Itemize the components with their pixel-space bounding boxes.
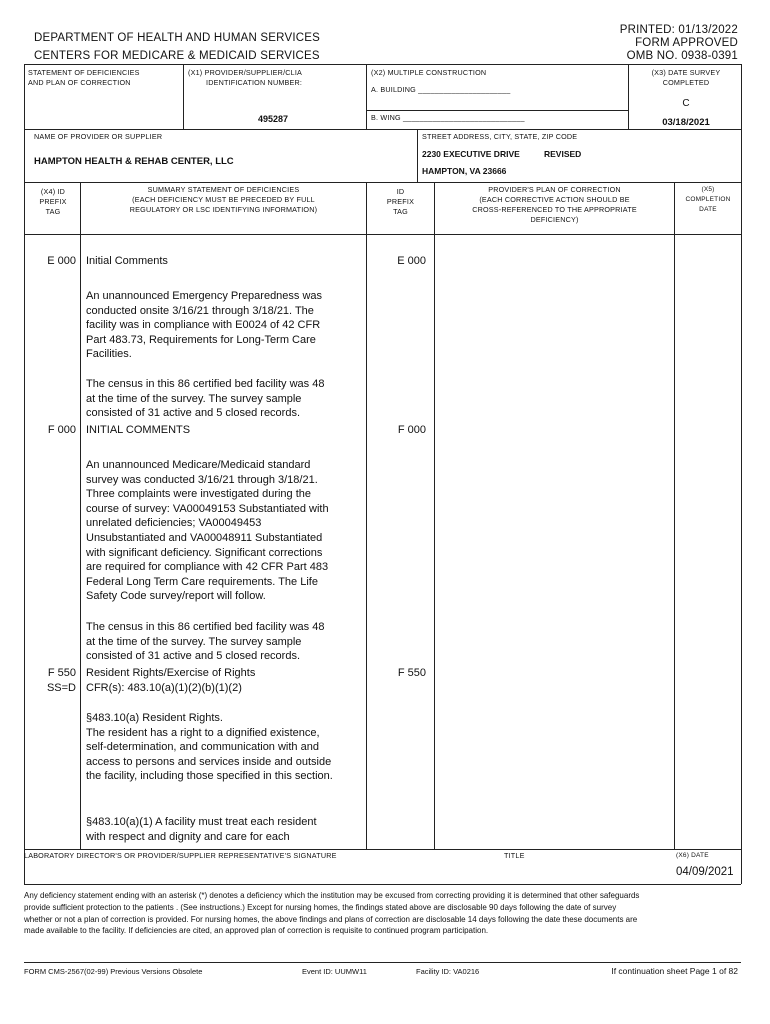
rule [24, 129, 741, 130]
f550-title: Resident Rights/Exercise of Rights [86, 667, 256, 679]
rule [24, 234, 741, 235]
facility-id: Facility ID: VA0216 [416, 967, 480, 976]
rule [366, 64, 367, 129]
rule [417, 129, 418, 182]
census-paragraph-2: The census in this 86 certified bed facility was 48 at the time of the survey. The survey sample consisted of 31 active and 5 closed records. [86, 621, 325, 663]
x6-date-label: (X6) DATE [676, 852, 709, 859]
x1-label: (X1) PROVIDER/SUPPLIER/CLIA IDENTIFICATION NUMBER: [188, 68, 303, 87]
address-label: STREET ADDRESS, CITY, STATE, ZIP CODE [422, 132, 578, 141]
agency-title: CENTERS FOR MEDICARE & MEDICAID SERVICES [34, 50, 320, 62]
survey-date: 03/18/2021 [662, 117, 710, 128]
event-id: Event ID: UUMW11 [302, 967, 367, 976]
address-line1: 2230 EXECUTIVE DRIVE [422, 149, 520, 159]
rule [24, 962, 741, 963]
tag-e000: E 000 [47, 255, 76, 267]
f550-cfr: CFR(s): 483.10(a)(1)(2)(b)(1)(2) [86, 682, 242, 694]
rule [24, 64, 25, 884]
provider-name: HAMPTON HEALTH & REHAB CENTER, LLC [34, 156, 234, 167]
omb-number: OMB NO. 0938-0391 [626, 50, 738, 62]
provider-id-number: 495287 [258, 114, 289, 124]
plan-header: PROVIDER'S PLAN OF CORRECTION (EACH CORRECTIVE ACTION SHOULD BE CROSS-REFERENCED TO THE APPROPRIATE DEFICIENCY) [472, 185, 637, 224]
rule [366, 110, 628, 111]
resident-rights-paragraph: §483.10(a) Resident Rights. The resident has a right to a dignified existence, self-determination, and communication with and access to persons and services inside and outside the facility, including those specified in this section. [86, 712, 333, 783]
x3-label: (X3) DATE SURVEY COMPLETED [651, 68, 721, 87]
summary-header: SUMMARY STATEMENT OF DEFICIENCIES (EACH DEFICIENCY MUST BE PRECEDED BY FULL REGULATORY OR LSC IDENTIFYING INFORMATION) [129, 185, 318, 214]
address-line2: HAMPTON, VA 23666 [422, 166, 507, 176]
provider-label: NAME OF PROVIDER OR SUPPLIER [34, 132, 163, 141]
disclaimer-text: Any deficiency statement ending with an asterisk (*) denotes a deficiency which the institution may be excused from correcting providing it is determined that other safeguards provide sufficient protection to the patients . (See instructions.) Except for nursing homes, the findings stated above are disclosable 90 days following the date of survey whether or not a plan of correction is provided. For nursing homes, the above findings and plans of correction are disclosable 14 days following the date these documents are made available to the facility. If deficiencies are cited, an approved plan of correction is requisite to continued program participation. [24, 891, 640, 936]
x4-header: (X4) ID PREFIX TAG [39, 187, 67, 216]
rule [24, 884, 741, 885]
survey-code: C [682, 98, 690, 109]
tag-e000-right: E 000 [397, 255, 426, 267]
x5-header: (X5) COMPLETION DATE [685, 186, 731, 213]
standard-survey-paragraph: An unannounced Medicare/Medicaid standard survey was conducted 3/16/21 through 3/18/21. Three complaints were investigated during the course of survey: VA00049153 Substantiated with unrelated deficiencies; VA00049453 Unsubstantiated and VA00048911 Substantiated with significant deficiency. Significant corrections are required for compliance with 42 CFR Part 483 Federal Long Term Care requirements. The Life Safety Code survey/report will follow. [86, 459, 329, 603]
rule [741, 64, 742, 884]
rule [674, 182, 675, 849]
form-approved: FORM APPROVED [635, 37, 738, 49]
tag-f550-severity: SS=D [46, 682, 76, 694]
tag-f000-right: F 000 [397, 424, 426, 436]
tag-f550: F 550 [47, 667, 76, 679]
census-paragraph-1: The census in this 86 certified bed facility was 48 at the time of the survey. The survey sample consisted of 31 active and 5 closed records. [86, 378, 325, 420]
rule [366, 182, 367, 849]
rule [24, 849, 741, 850]
rule [24, 182, 741, 183]
initial-comments-heading: Initial Comments [86, 255, 168, 267]
rule [24, 64, 741, 65]
rule [183, 64, 184, 129]
signature-date: 04/09/2021 [676, 866, 734, 878]
revised-label: REVISED [544, 149, 582, 159]
signature-label: LABORATORY DIRECTOR'S OR PROVIDER/SUPPLIER REPRESENTATIVE'S SIGNATURE [24, 851, 337, 860]
initial-comments-heading-2: INITIAL COMMENTS [86, 424, 191, 436]
id-header: ID PREFIX TAG [386, 187, 415, 216]
tag-f000: F 000 [47, 424, 76, 436]
emergency-preparedness-paragraph: An unannounced Emergency Preparedness was conducted onsite 3/16/21 through 3/18/21. The facility was in compliance with E0024 of 42 CFR Part 483.73, Requirements for Long-Term Care Facilities. [86, 290, 323, 361]
rule [80, 182, 81, 849]
printed-date: PRINTED: 01/13/2022 [619, 24, 738, 36]
statement-label: STATEMENT OF DEFICIENCIES AND PLAN OF CORRECTION [28, 68, 140, 87]
respect-dignity-paragraph: §483.10(a)(1) A facility must treat each resident with respect and dignity and care for each [86, 816, 317, 843]
rule [434, 182, 435, 849]
wing-field: B. WING _____________________________ [371, 113, 525, 122]
title-label: TITLE [504, 851, 525, 860]
form-number: FORM CMS-2567(02-99) Previous Versions Obsolete [24, 967, 203, 976]
x2-label: (X2) MULTIPLE CONSTRUCTION [371, 68, 487, 77]
tag-f550-right: F 550 [397, 667, 426, 679]
department-title: DEPARTMENT OF HEALTH AND HUMAN SERVICES [34, 32, 320, 44]
page-indicator: If continuation sheet Page 1 of 82 [611, 966, 738, 976]
building-field: A. BUILDING ______________________ [371, 85, 511, 94]
rule [628, 64, 629, 129]
